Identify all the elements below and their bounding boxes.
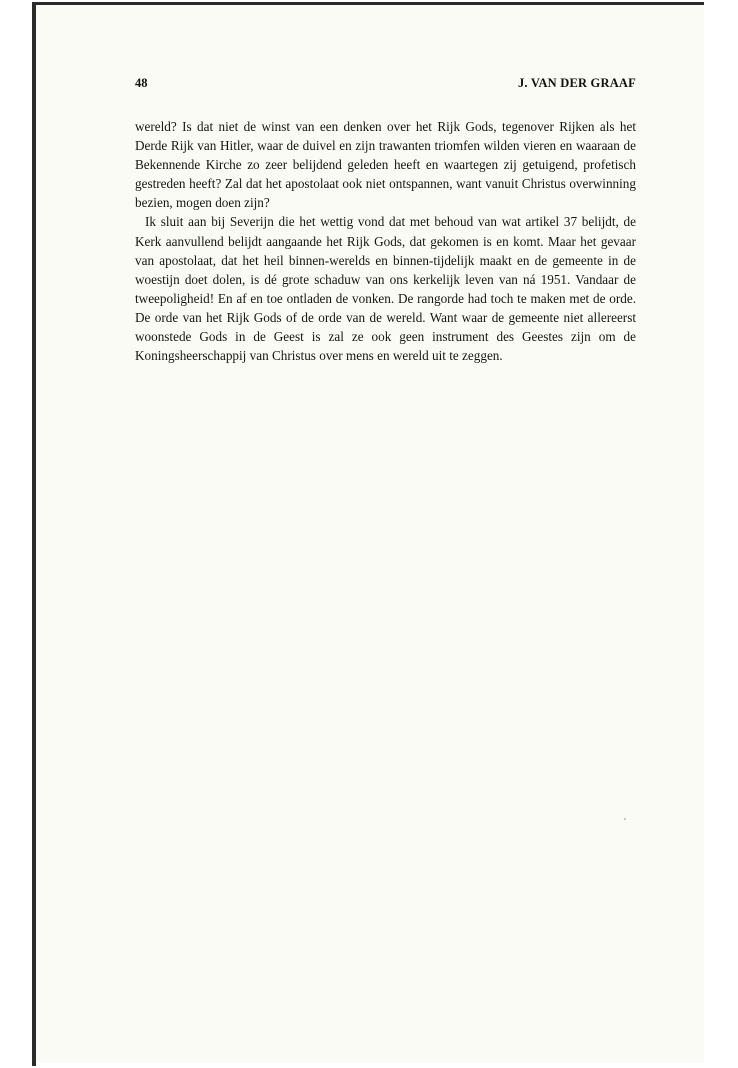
body-text — [135, 117, 636, 365]
page-header — [135, 76, 636, 92]
scan-speck — [624, 818, 626, 820]
paragraph-2: Ik sluit aan bij Severijn die het wettig vond dat met behoud van wat artikel 37 belijdt, de Kerk aanvullend belijdt aangaande het Rijk Gods, dat gekomen is en komt. Maar het gevaar van apostolaat, dat het heil binnen-werelds en binnen-tijdelijk maakt en de gemeente in de woestijn doet dolen, is dé grote schaduw van ons kerkelijk leven van ná 1951. Vandaar de tweepoligheid! En af en toe ontladen de vonken. De rangorde had toch te maken met de orde. De orde van het Rijk Gods of de orde van de wereld. Want waar de gemeente niet allereerst woonstede Gods in de Geest is zal ze ook geen instrument des Geestes zijn om de Koningsheerschappij van Christus over mens en wereld uit te zeggen. — [135, 214, 636, 364]
running-head-author: J. VAN DER GRAAF — [517, 76, 636, 90]
page-number: 48 — [135, 76, 148, 90]
paragraph-1: wereld? Is dat niet de winst van een denken over het Rijk Gods, tegenover Rijken als het Derde Rijk van Hitler, waar de duivel en zijn trawanten triomfen wilden vieren en waaraan de Bekennende Kirche zo zeer belijdend geleden heeft en waartegen zij getuigend, profetisch gestreden heeft? Zal dat het apostolaat ook niet ontspannen, want vanuit Christus overwinning bezien, mogen doen zijn? — [135, 119, 636, 211]
